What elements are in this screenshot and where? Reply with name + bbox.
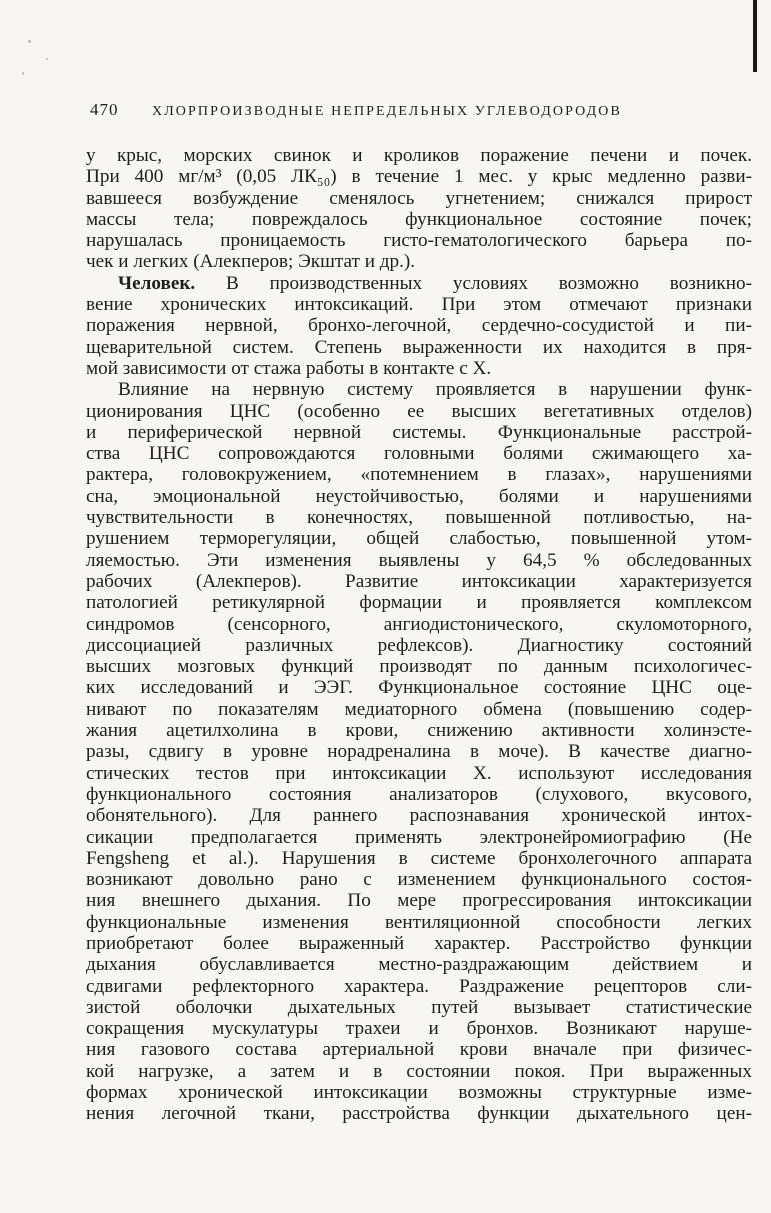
text-line: ционирования ЦНС (особенно ее высших вегетативных отделов)	[86, 400, 752, 422]
text-line: рактера, головокружением, «потемнением в глазах», нарушениями	[86, 464, 752, 486]
text-line: При 400 мг/м³ (0,05 ЛК₅₀) в течение 1 мес. у крыс медленно разви-	[86, 166, 752, 188]
text-line: нивают по показателям медиаторного обмена (повышению содер-	[86, 698, 752, 720]
text-line: диссоциацией различных рефлексов). Диагностику состояний	[86, 634, 752, 656]
text-line: массы тела; повреждалось функциональное состояние почек;	[86, 208, 752, 230]
text-line-with-lead	[86, 273, 752, 294]
text-line: функционального состояния анализаторов (слухового, вкусового,	[86, 783, 752, 805]
text-line: дыхания обуславливается местно-раздражающим действием и	[86, 954, 752, 976]
text-line: чувствительности в конечностях, повышенной потливостью, на-	[86, 507, 752, 529]
page-edge-mark	[753, 0, 757, 72]
text-line: функциональные изменения вентиляционной способности легких	[86, 911, 752, 933]
text-line: вавшееся возбуждение сменялось угнетением; снижался прирост	[86, 187, 752, 209]
text-line: щеварительной систем. Степень выраженности их находится в пря-	[86, 336, 752, 358]
text-line: сокращения мускулатуры трахеи и бронхов. Возникают наруше-	[86, 1018, 752, 1040]
text-line: жания ацетилхолина в крови, снижению активности холинэсте-	[86, 720, 752, 742]
running-header	[90, 100, 750, 122]
scan-speck	[46, 58, 48, 60]
text-line-rest: В производственных условиях возможно возникно-	[195, 272, 752, 294]
text-line: сикации предполагается применять электронейромиографию (Не	[86, 826, 752, 848]
text-line: Fengsheng et al.). Нарушения в системе бронхолегочного аппарата	[86, 847, 752, 869]
text-line: ния газового состава артериальной крови вначале при физичес-	[86, 1039, 752, 1061]
text-line: ких исследований и ЭЭГ. Функциональное состояние ЦНС оце-	[86, 677, 752, 699]
text-line: поражения нервной, бронхо-легочной, сердечно-сосудистой и пи-	[86, 315, 752, 337]
text-line: высших мозговых функций производят по данным психологичес-	[86, 656, 752, 678]
text-line: мой зависимости от стажа работы в контакте с Х.	[86, 357, 492, 379]
text-line: патологией ретикулярной формации и проявляется комплексом	[86, 592, 752, 614]
text-line: Влияние на нервную систему проявляется в нарушении функ-	[118, 379, 752, 401]
paragraph-lead-word: Человек.	[118, 272, 196, 294]
text-line: разы, сдвигу в уровне норадреналина в моче). В качестве диагно-	[86, 741, 752, 763]
text-line: стических тестов при интоксикации Х. используют исследования	[86, 762, 752, 784]
text-line: сна, эмоциональной неустойчивостью, болями и нарушениями	[86, 485, 752, 507]
text-line: у крыс, морских свинок и кроликов поражение печени и почек.	[86, 145, 752, 166]
text-line: ния внешнего дыхания. По мере прогрессирования интоксикации	[86, 890, 752, 912]
text-line: и периферической нервной системы. Функциональные расстрой-	[86, 421, 752, 443]
text-line: ляемостью. Эти изменения выявлены у 64,5 % обследованных	[86, 549, 752, 571]
text-line: формах хронической интоксикации возможны структурные изме-	[86, 1082, 752, 1104]
text-line: нарушалась проницаемость гисто-гематологического барьера по-	[86, 230, 752, 252]
scan-speck	[22, 72, 24, 75]
running-title: ХЛОРПРОИЗВОДНЫЕ НЕПРЕДЕЛЬНЫХ УГЛЕВОДОРОДОВ	[152, 104, 622, 119]
text-line: сдвигами рефлекторного характера. Раздражение рецепторов сли-	[86, 975, 752, 997]
text-line: ства ЦНС сопровождаются головными болями сжимающего ха-	[86, 443, 752, 465]
text-line: возникают довольно рано с изменением функционального состоя-	[86, 869, 752, 891]
text-line: приобретают более выраженный характер. Расстройство функции	[86, 932, 752, 954]
text-line: синдромов (сенсорного, ангиодистонического, скуломоторного,	[86, 613, 752, 635]
text-line: зистой оболочки дыхательных путей вызывает статистические	[86, 996, 752, 1018]
text-line: рушением терморегуляции, общей слабостью, повышенной утом-	[86, 528, 752, 550]
body-text	[86, 145, 752, 1125]
text-line: нения легочной ткани, расстройства функции дыхательного цен-	[86, 1103, 752, 1125]
page-number: 470	[90, 100, 119, 119]
text-line: рабочих (Алекперов). Развитие интоксикации характеризуется	[86, 570, 752, 592]
text-line: чек и легких (Алекперов; Экштат и др.).	[86, 251, 416, 273]
text-line: обонятельного). Для раннего распознавания хронической интох-	[86, 805, 752, 827]
text-line: кой нагрузке, а затем и в состоянии покоя. При выраженных	[86, 1060, 752, 1082]
text-line: вение хронических интоксикаций. При этом отмечают признаки	[86, 294, 752, 316]
scan-speck	[28, 40, 31, 43]
